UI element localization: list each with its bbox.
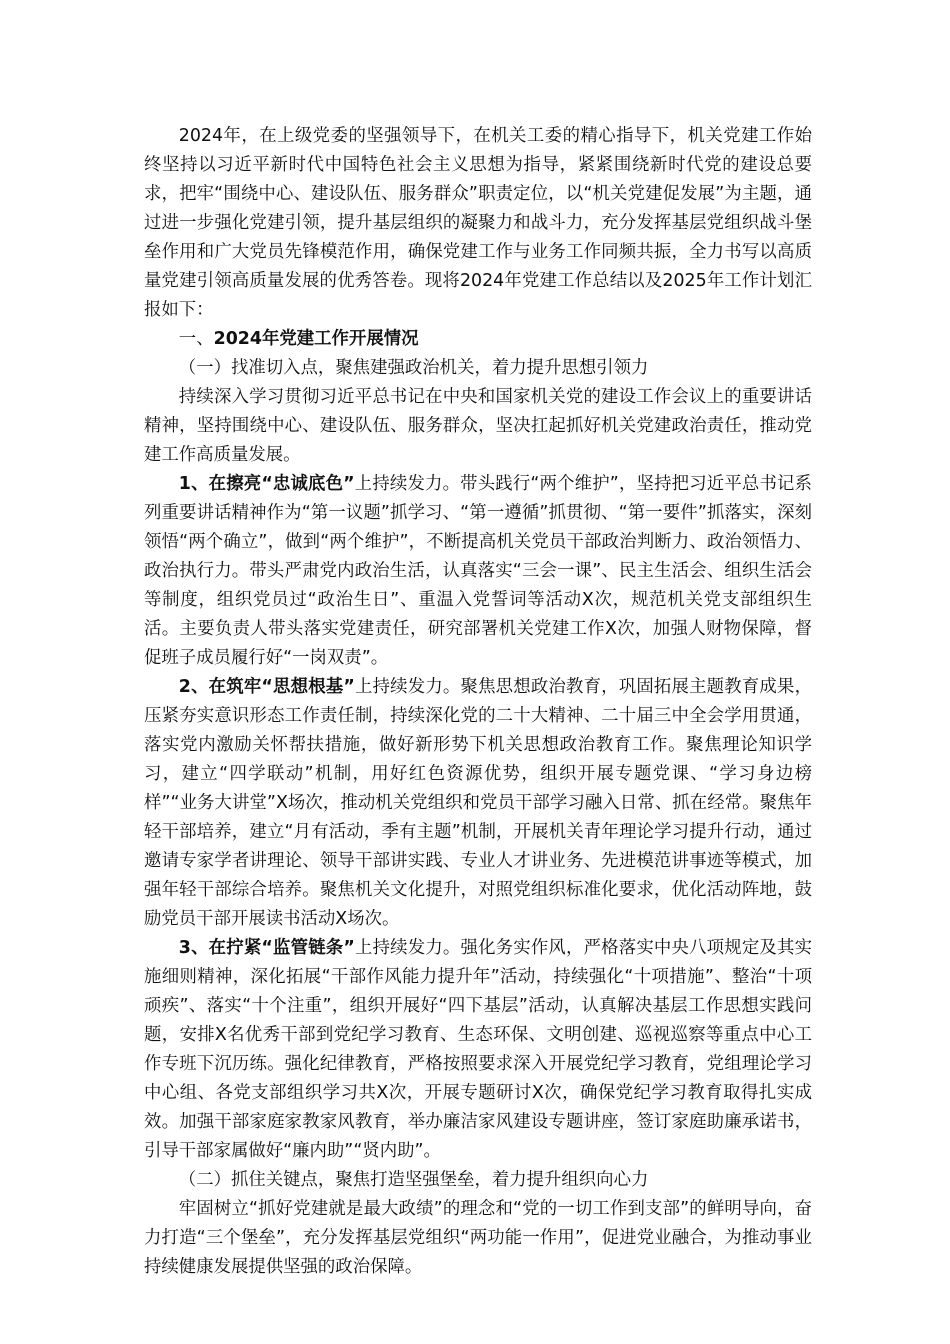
- subsection-2-intro: 牢固树立“抓好党建就是最大政绩”的理念和“党的一切工作到支部”的鲜明导向，奋力打造“三个堡垒”，充分发挥基层党组织“两功能一作用”，促进党业融合，为推动事业持续健康发展提供坚强的政治保障。: [144, 1199, 812, 1277]
- section-heading: [144, 325, 812, 354]
- item-3-text: 上持续发力。强化务实作风，严格落实中央八项规定及其实施细则精神，深化拓展“干部作风能力提升年”活动，持续强化“十项措施”、整治“十项顽疾”、落实“十个注重”，组织开展好“四下基层”活动，认真解决基层工作思想实践问题，安排X名优秀干部到党纪学习教育、生态环保、文明创建、巡视巡察等重点中心工作专班下沉历练。强化纪律教育，严格按照要求深入开展党纪学习教育，党组理论学习中心组、各党支部组织学习共X次，开展专题研讨X次，确保党纪学习教育取得扎实成效。加强干部家庭家教家风教育，举办廉洁家风建设专题讲座，签订家庭助廉承诺书，引导干部家属做好“廉内助”“贤内助”。: [144, 938, 812, 1161]
- item-1-text: 上持续发力。带头践行“两个维护”，坚持把习近平总书记系列重要讲话精神作为“第一议题”抓学习、“第一遵循”抓贯彻、“第一要件”抓落实，深刻领悟“两个确立”，做到“两个维护”，不断提高机关党员干部政治判断力、政治领悟力、政治执行力。带头严肃党内政治生活，认真落实“三会一课”、民主生活会、组织生活会等制度，组织党员过“政治生日”、重温入党誓词等活动X次，规范机关党支部组织生活。主要负责人带头落实党建责任，研究部署机关党建工作X次，加强人财物保障，督促班子成员履行好“一岗双责”。: [144, 474, 812, 668]
- item-1-lead: 1、在擦亮“忠诚底色”: [178, 474, 355, 494]
- section-heading-title: 2024年党建工作开展情况: [213, 329, 419, 349]
- item-paragraph-3: [144, 934, 812, 1166]
- subsection-heading-1: （一）找准切入点，聚焦建强政治机关，着力提升思想引领力: [178, 358, 649, 378]
- item-3-lead: 3、在拧紧“监管链条”: [178, 938, 355, 958]
- item-2-text: 上持续发力。聚焦思想政治教育，巩固拓展主题教育成果，压紧夯实意识形态工作责任制，持续深化党的二十大精神、二十届三中全会学用贯通，落实党内激励关怀帮扶措施，做好新形势下机关思想政治教育工作。聚焦理论知识学习，建立“四学联动”机制，用好红色资源优势，组织开展专题党课、“学习身边榜样”“业务大讲堂”X场次，推动机关党组织和党员干部学习融入日常、抓在经常。聚焦年轻干部培养，建立“月有活动，季有主题”机制，开展机关青年理论学习提升行动，通过邀请专家学者讲理论、领导干部讲实践、专业人才讲业务、先进模范讲事迹等模式，加强年轻干部综合培养。聚焦机关文化提升，对照党组织标准化要求，优化活动阵地，鼓励党员干部开展读书活动X场次。: [144, 677, 812, 929]
- item-paragraph-1: [144, 470, 812, 673]
- subsection-1-intro: 持续深入学习贯彻习近平总书记在中央和国家机关党的建设工作会议上的重要讲话精神，坚持围绕中心、建设队伍、服务群众，坚决扛起抓好机关党建政治责任，推动党建工作高质量发展。: [144, 387, 812, 465]
- item-paragraph-2: [144, 673, 812, 934]
- document-page: [144, 122, 812, 1282]
- intro-paragraph: 2024年，在上级党委的坚强领导下，在机关工委的精心指导下，机关党建工作始终坚持以习近平新时代中国特色社会主义思想为指导，紧紧围绕新时代党的建设总要求，把牢“围绕中心、建设队伍、服务群众”职责定位，以“机关党建促发展”为主题，通过进一步强化党建引领，提升基层组织的凝聚力和战斗力，充分发挥基层党组织战斗堡垒作用和广大党员先锋模范作用，确保党建工作与业务工作同频共振，全力书写以高质量党建引领高质量发展的优秀答卷。现将2024年党建工作总结以及2025年工作计划汇报如下：: [144, 126, 812, 320]
- item-2-lead: 2、在筑牢“思想根基”: [178, 677, 355, 697]
- section-heading-prefix: 一、: [178, 329, 214, 349]
- subsection-heading-2: （二）抓住关键点，聚焦打造坚强堡垒，着力提升组织向心力: [178, 1170, 649, 1190]
